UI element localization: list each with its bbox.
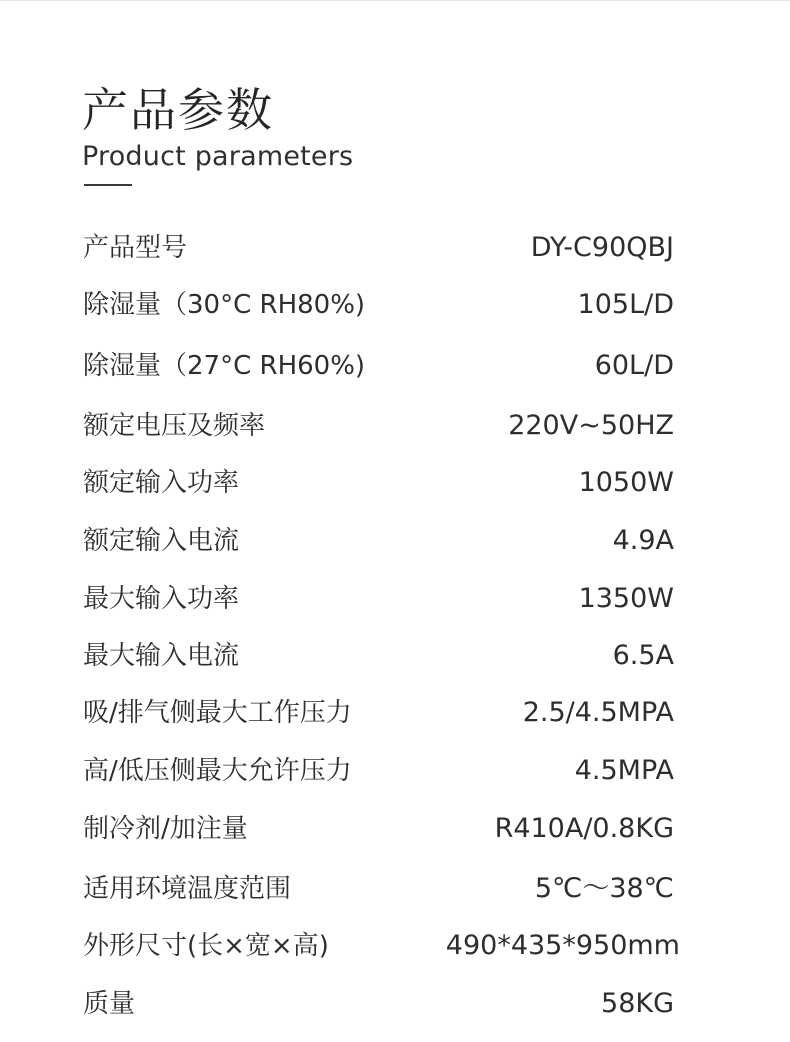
param-row-rated-power (0, 463, 790, 503)
param-label: 高/低压侧最大允许压力 (83, 756, 352, 786)
param-value: 2.5/4.5MPA (522, 697, 674, 728)
param-value: 60L/D (594, 350, 674, 381)
page-title: 产品参数 (82, 83, 274, 137)
param-label: 外形尺寸(长×宽×高) (83, 931, 329, 961)
param-value: 5℃～38℃ (534, 873, 674, 904)
param-label: 额定输入功率 (83, 468, 240, 498)
param-value: DY-C90QBJ (530, 232, 674, 263)
param-row-working-pressure (0, 693, 790, 733)
param-label: 除湿量（27°C RH60%) (83, 351, 366, 381)
param-value: 4.9A (612, 525, 674, 556)
param-label: 适用环境温度范围 (83, 874, 292, 904)
param-row-dehumidify-30c (0, 285, 790, 325)
page-subtitle: Product parameters (82, 141, 354, 172)
param-label: 额定输入电流 (83, 526, 240, 556)
param-row-temperature-range (0, 869, 790, 909)
param-label: 吸/排气侧最大工作压力 (83, 698, 352, 728)
param-row-refrigerant (0, 809, 790, 849)
param-value: 105L/D (577, 289, 674, 320)
param-label: 质量 (83, 989, 136, 1019)
param-row-rated-current (0, 521, 790, 561)
param-label: 除湿量（30°C RH80%) (83, 290, 366, 320)
param-row-weight (0, 984, 790, 1024)
param-value: 58KG (601, 988, 674, 1019)
param-label: 最大输入功率 (83, 584, 240, 614)
param-value: 4.5MPA (574, 755, 674, 786)
param-label: 额定电压及频率 (83, 411, 266, 441)
param-row-model (0, 228, 790, 268)
param-value: 1350W (578, 583, 674, 614)
param-value: 1050W (578, 467, 674, 498)
param-row-max-power (0, 579, 790, 619)
param-row-dehumidify-27c (0, 346, 790, 386)
param-row-dimensions (0, 926, 790, 966)
param-value: 220V~50HZ (508, 410, 674, 441)
param-label: 最大输入电流 (83, 641, 240, 671)
param-row-allowed-pressure (0, 751, 790, 791)
param-row-rated-voltage (0, 406, 790, 446)
param-label: 制冷剂/加注量 (83, 814, 248, 844)
param-label: 产品型号 (83, 233, 188, 263)
param-value: 6.5A (612, 640, 674, 671)
param-value: 490*435*950mm (445, 930, 680, 961)
param-row-max-current (0, 636, 790, 676)
param-value: R410A/0.8KG (494, 813, 674, 844)
